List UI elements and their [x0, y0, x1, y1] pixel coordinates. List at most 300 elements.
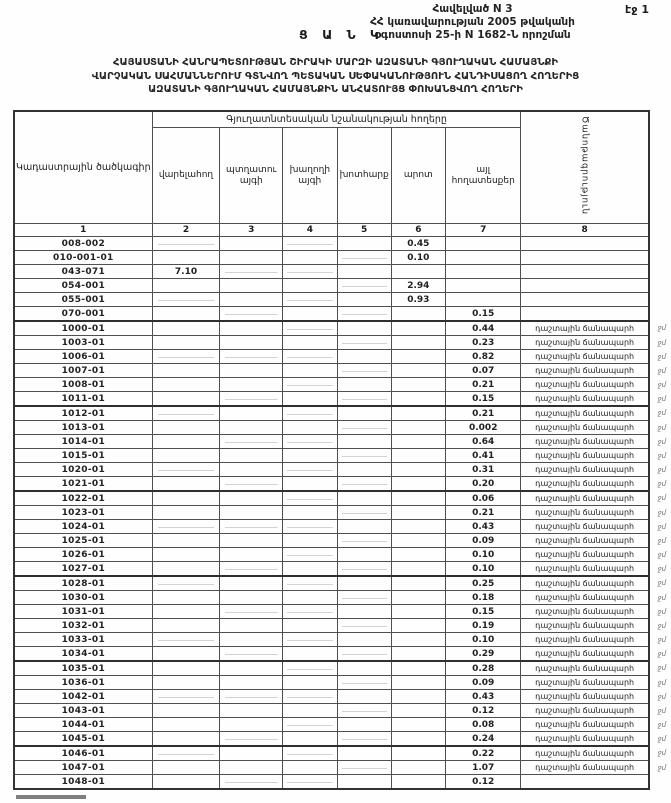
table-row: [14, 676, 671, 690]
cell-orchard: [220, 746, 283, 761]
cell-other-lands: 0.43: [445, 690, 521, 704]
cell-note: դաշտային ճանապարհ: [521, 647, 649, 662]
cell-pasture: [391, 647, 445, 662]
cell-other-lands: 0.19: [445, 619, 521, 633]
margin-mark: ջմ: [657, 734, 667, 743]
table-row: [14, 576, 671, 591]
column-number-7: 7: [445, 224, 521, 237]
margin-mark: ջմ: [657, 635, 667, 644]
cell-hayfield: [337, 605, 391, 619]
cell-arable: [152, 449, 220, 463]
table-row: [14, 435, 671, 449]
cell-vineyard: [283, 435, 338, 449]
table-row: [14, 421, 671, 435]
cell-other-lands: 0.41: [445, 449, 521, 463]
appendix-decree-line1: ՀՀ կառավարության 2005 թվականի: [370, 16, 575, 28]
cell-vineyard: [283, 534, 338, 548]
margin-mark: ջմ: [657, 479, 667, 488]
cell-cadastral-code: 1007-01: [14, 364, 152, 378]
column-group-header-agricultural-lands: Գյուղատնտեսական նշանակության հողերը: [152, 111, 521, 128]
cell-hayfield: [337, 732, 391, 747]
cell-pasture: [391, 576, 445, 591]
cell-arable: [152, 676, 220, 690]
cell-arable: [152, 548, 220, 562]
cell-cadastral-code: 1020-01: [14, 463, 152, 477]
table-row: [14, 548, 671, 562]
cell-other-lands: 0.23: [445, 336, 521, 350]
table-row: [14, 477, 671, 492]
cell-orchard: [220, 690, 283, 704]
cell-vineyard: [283, 279, 338, 293]
cell-cadastral-code: 1023-01: [14, 506, 152, 520]
cell-arable: [152, 647, 220, 662]
table-row: [14, 279, 671, 293]
cell-pasture: [391, 421, 445, 435]
cell-cadastral-code: 070-001: [14, 307, 152, 322]
margin-mark: ջմ: [657, 536, 667, 545]
cell-vineyard: [283, 548, 338, 562]
cell-vineyard: [283, 647, 338, 662]
cell-orchard: [220, 406, 283, 421]
cell-other-lands: 0.18: [445, 591, 521, 605]
cell-cadastral-code: 1014-01: [14, 435, 152, 449]
title-line-1: ՀԱՅԱՍՏԱՆԻ ՀԱՆՐԱՊԵՏՈՒԹՅԱՆ ՇԻՐԱԿԻ ՄԱՐԶԻ ԱԶԱՏԱՆԻ ԳՅՈՒՂԱԿԱՆ ՀԱՄԱՅՆՔԻ: [112, 57, 559, 68]
cell-vineyard: [283, 449, 338, 463]
cell-note: դաշտային ճանապարհ: [521, 761, 649, 775]
cell-orchard: [220, 364, 283, 378]
cell-pasture: [391, 506, 445, 520]
column-header-arable: վարելահող: [152, 128, 220, 224]
cell-other-lands: 0.20: [445, 477, 521, 492]
cell-hayfield: [337, 534, 391, 548]
column-header-vineyard: խաղողի այգի: [283, 128, 338, 224]
cell-arable: [152, 605, 220, 619]
table-row: [14, 506, 671, 520]
cell-orchard: [220, 704, 283, 718]
cell-vineyard: [283, 761, 338, 775]
cell-orchard: [220, 378, 283, 392]
cell-arable: [152, 378, 220, 392]
column-number-8: 8: [521, 224, 649, 237]
cell-note: [521, 775, 649, 790]
cell-other-lands: 0.06: [445, 491, 521, 506]
margin-mark: ջմ: [657, 763, 667, 772]
cell-note: [521, 279, 649, 293]
cell-arable: [152, 477, 220, 492]
cell-orchard: [220, 506, 283, 520]
cell-cadastral-code: 1045-01: [14, 732, 152, 747]
cell-note: դաշտային ճանապարհ: [521, 463, 649, 477]
cell-other-lands: 0.21: [445, 378, 521, 392]
cell-orchard: [220, 676, 283, 690]
cell-pasture: [391, 633, 445, 647]
cell-hayfield: [337, 506, 391, 520]
cell-cadastral-code: 008-002: [14, 237, 152, 251]
table-row: [14, 392, 671, 407]
cell-other-lands: 0.15: [445, 307, 521, 322]
cell-note: [521, 307, 649, 322]
cell-other-lands: 0.24: [445, 732, 521, 747]
table-row: [14, 378, 671, 392]
cell-hayfield: [337, 576, 391, 591]
margin-mark: ջմ: [657, 621, 667, 630]
cell-pasture: 0.10: [391, 251, 445, 265]
cell-arable: [152, 690, 220, 704]
cell-orchard: [220, 435, 283, 449]
margin-mark: [649, 251, 671, 265]
cell-cadastral-code: 1008-01: [14, 378, 152, 392]
cell-note: դաշտային ճանապարհ: [521, 690, 649, 704]
cell-arable: [152, 619, 220, 633]
cell-vineyard: [283, 661, 338, 676]
cell-cadastral-code: 055-001: [14, 293, 152, 307]
cell-cadastral-code: 1033-01: [14, 633, 152, 647]
cell-orchard: [220, 237, 283, 251]
table-row: [14, 293, 671, 307]
cell-cadastral-code: 1046-01: [14, 746, 152, 761]
cell-note: դաշտային ճանապարհ: [521, 421, 649, 435]
cell-arable: [152, 491, 220, 506]
cell-vineyard: [283, 307, 338, 322]
title-line-2: ՎԱՐՉԱԿԱՆ ՍԱՀՄԱՆՆԵՐՈՒՄ ԳՏՆՎՈՂ ՊԵՏԱԿԱՆ ՍԵՓԱԿԱՆՈՒԹՅՈՒՆ ՀԱՆԴԻՍԱՑՈՂ ՀՈՂԵՐԻՑ: [91, 70, 580, 82]
cell-hayfield: [337, 591, 391, 605]
cell-pasture: 0.93: [391, 293, 445, 307]
cell-orchard: [220, 265, 283, 279]
cell-vineyard: [283, 251, 338, 265]
cell-hayfield: [337, 406, 391, 421]
cell-orchard: [220, 647, 283, 662]
cell-vineyard: [283, 676, 338, 690]
document-type-label: Ց Ա Ն Կ: [299, 27, 384, 42]
cell-vineyard: [283, 378, 338, 392]
cell-cadastral-code: 1047-01: [14, 761, 152, 775]
cell-hayfield: [337, 477, 391, 492]
cell-note: դաշտային ճանապարհ: [521, 562, 649, 577]
table-row: [14, 647, 671, 662]
cell-hayfield: [337, 775, 391, 790]
cell-pasture: [391, 690, 445, 704]
cell-orchard: [220, 449, 283, 463]
cell-other-lands: 0.22: [445, 746, 521, 761]
column-number-5: 5: [337, 224, 391, 237]
cell-vineyard: [283, 633, 338, 647]
cell-cadastral-code: 1044-01: [14, 718, 152, 732]
margin-mark: ջմ: [657, 706, 667, 715]
cell-pasture: [391, 548, 445, 562]
table-row: [14, 350, 671, 364]
cell-orchard: [220, 463, 283, 477]
cell-note: դաշտային ճանապարհ: [521, 477, 649, 492]
table-row: [14, 364, 671, 378]
cell-arable: [152, 307, 220, 322]
cell-note: դաշտային ճանապարհ: [521, 491, 649, 506]
cell-hayfield: [337, 293, 391, 307]
cell-note: [521, 251, 649, 265]
cell-other-lands: 0.28: [445, 661, 521, 676]
margin-mark: ջմ: [657, 749, 667, 758]
table-row: [14, 661, 671, 676]
cell-other-lands: 0.09: [445, 534, 521, 548]
cell-note: դաշտային ճանապարհ: [521, 746, 649, 761]
cell-arable: [152, 321, 220, 336]
cell-cadastral-code: 1015-01: [14, 449, 152, 463]
cell-note: դաշտային ճանապարհ: [521, 435, 649, 449]
table-row: [14, 534, 671, 548]
margin-mark: [649, 775, 671, 790]
cell-pasture: [391, 761, 445, 775]
margin-column-spacer: [649, 111, 671, 237]
cell-other-lands: 0.15: [445, 605, 521, 619]
title-line-3: ԱԶԱՏԱՆԻ ԳՅՈՒՂԱԿԱՆ ՀԱՄԱՅՆՔԻՆ ԱՆՀԱՏՈՒՅՑ ՓՈԽԱՆՑՎՈՂ ՀՈՂԵՐԻ: [148, 84, 523, 95]
cell-note: դաշտային ճանապարհ: [521, 676, 649, 690]
cell-other-lands: 0.64: [445, 435, 521, 449]
cell-arable: [152, 279, 220, 293]
cell-pasture: [391, 704, 445, 718]
margin-mark: ջմ: [657, 522, 667, 531]
cell-pasture: [391, 449, 445, 463]
table-row: [14, 321, 671, 336]
cell-cadastral-code: 1030-01: [14, 591, 152, 605]
cell-pasture: [391, 746, 445, 761]
cell-vineyard: [283, 775, 338, 790]
table-row: [14, 251, 671, 265]
cell-note: դաշտային ճանապարհ: [521, 520, 649, 534]
table-body: [14, 237, 671, 790]
cell-cadastral-code: 1012-01: [14, 406, 152, 421]
cell-pasture: [391, 392, 445, 407]
margin-mark: ջմ: [657, 352, 667, 361]
cell-other-lands: 0.25: [445, 576, 521, 591]
cell-vineyard: [283, 350, 338, 364]
cell-orchard: [220, 321, 283, 336]
margin-mark: ջմ: [657, 649, 667, 658]
table-row: [14, 605, 671, 619]
table-row: [14, 591, 671, 605]
cell-vineyard: [283, 237, 338, 251]
cell-pasture: [391, 661, 445, 676]
table-row: [14, 633, 671, 647]
cell-vineyard: [283, 520, 338, 534]
cell-other-lands: [445, 279, 521, 293]
cell-arable: [152, 364, 220, 378]
cell-pasture: 2.94: [391, 279, 445, 293]
margin-mark: ջմ: [657, 664, 667, 673]
cell-other-lands: 0.21: [445, 506, 521, 520]
cell-vineyard: [283, 321, 338, 336]
column-number-6: 6: [391, 224, 445, 237]
cell-arable: [152, 732, 220, 747]
cell-arable: [152, 435, 220, 449]
table-row: [14, 449, 671, 463]
cell-note: դաշտային ճանապարհ: [521, 336, 649, 350]
cell-pasture: [391, 406, 445, 421]
margin-mark: ջմ: [657, 593, 667, 602]
cell-other-lands: 0.15: [445, 392, 521, 407]
cell-pasture: [391, 562, 445, 577]
cell-arable: [152, 534, 220, 548]
cell-hayfield: [337, 463, 391, 477]
cell-orchard: [220, 279, 283, 293]
cell-arable: [152, 463, 220, 477]
cell-arable: [152, 336, 220, 350]
appendix-number: Հավելված N 3: [432, 3, 513, 15]
cell-pasture: [391, 619, 445, 633]
cell-hayfield: [337, 350, 391, 364]
cell-note: դաշտային ճանապարհ: [521, 605, 649, 619]
cell-other-lands: 0.12: [445, 704, 521, 718]
cell-cadastral-code: 1043-01: [14, 704, 152, 718]
table-row: [14, 775, 671, 790]
cell-cadastral-code: 043-071: [14, 265, 152, 279]
scan-artifact: [16, 795, 86, 799]
cell-hayfield: [337, 237, 391, 251]
cell-orchard: [220, 307, 283, 322]
cell-pasture: [391, 321, 445, 336]
cell-arable: [152, 704, 220, 718]
margin-mark: ջմ: [657, 579, 667, 588]
cell-arable: [152, 562, 220, 577]
cell-pasture: [391, 520, 445, 534]
cell-note: դաշտային ճանապարհ: [521, 548, 649, 562]
cell-cadastral-code: 1021-01: [14, 477, 152, 492]
cell-vineyard: [283, 591, 338, 605]
cell-hayfield: [337, 562, 391, 577]
cell-arable: 7.10: [152, 265, 220, 279]
cell-other-lands: [445, 265, 521, 279]
cell-vineyard: [283, 562, 338, 577]
table-row: [14, 690, 671, 704]
cell-vineyard: [283, 746, 338, 761]
cell-cadastral-code: 054-001: [14, 279, 152, 293]
cell-note: [521, 237, 649, 251]
cell-note: դաշտային ճանապարհ: [521, 449, 649, 463]
cell-cadastral-code: 1042-01: [14, 690, 152, 704]
cell-vineyard: [283, 421, 338, 435]
cell-pasture: [391, 775, 445, 790]
cell-cadastral-code: 1025-01: [14, 534, 152, 548]
cell-other-lands: 0.29: [445, 647, 521, 662]
table-row: [14, 463, 671, 477]
cell-cadastral-code: 1027-01: [14, 562, 152, 577]
cell-orchard: [220, 350, 283, 364]
cell-orchard: [220, 619, 283, 633]
cell-arable: [152, 520, 220, 534]
cell-hayfield: [337, 421, 391, 435]
cell-hayfield: [337, 647, 391, 662]
cell-orchard: [220, 633, 283, 647]
cell-pasture: 0.45: [391, 237, 445, 251]
cell-hayfield: [337, 746, 391, 761]
cell-arable: [152, 761, 220, 775]
margin-mark: [649, 307, 671, 322]
cell-other-lands: [445, 237, 521, 251]
cell-vineyard: [283, 506, 338, 520]
cell-other-lands: 0.09: [445, 676, 521, 690]
cell-cadastral-code: 1022-01: [14, 491, 152, 506]
cell-vineyard: [283, 704, 338, 718]
cell-note: դաշտային ճանապարհ: [521, 732, 649, 747]
cell-pasture: [391, 718, 445, 732]
margin-mark: [649, 293, 671, 307]
cell-arable: [152, 661, 220, 676]
margin-mark: ջմ: [657, 409, 667, 418]
cell-hayfield: [337, 449, 391, 463]
margin-mark: ջմ: [657, 423, 667, 432]
cell-arable: [152, 746, 220, 761]
cell-hayfield: [337, 435, 391, 449]
cell-note: դաշտային ճանապարհ: [521, 321, 649, 336]
margin-mark: ջմ: [657, 366, 667, 375]
table-row: [14, 406, 671, 421]
cell-orchard: [220, 562, 283, 577]
cell-hayfield: [337, 265, 391, 279]
cell-note: [521, 265, 649, 279]
cell-arable: [152, 591, 220, 605]
cell-arable: [152, 237, 220, 251]
cell-other-lands: 0.44: [445, 321, 521, 336]
column-number-1: 1: [14, 224, 152, 237]
cell-cadastral-code: 1034-01: [14, 647, 152, 662]
margin-mark: ջմ: [657, 564, 667, 573]
cell-pasture: [391, 676, 445, 690]
cell-note: դաշտային ճանապարհ: [521, 576, 649, 591]
cell-orchard: [220, 336, 283, 350]
cell-pasture: [391, 605, 445, 619]
cell-note: դաշտային ճանապարհ: [521, 718, 649, 732]
cell-hayfield: [337, 364, 391, 378]
cell-vineyard: [283, 364, 338, 378]
column-header-pasture: արոտ: [391, 128, 445, 224]
table-row: [14, 732, 671, 747]
cell-orchard: [220, 421, 283, 435]
cell-vineyard: [283, 463, 338, 477]
column-header-note: [521, 111, 649, 224]
margin-mark: ջմ: [657, 692, 667, 701]
cell-pasture: [391, 307, 445, 322]
cell-other-lands: 0.82: [445, 350, 521, 364]
margin-mark: [649, 265, 671, 279]
cell-orchard: [220, 491, 283, 506]
cell-orchard: [220, 775, 283, 790]
land-parcels-table: [13, 110, 671, 790]
margin-mark: ջմ: [657, 494, 667, 503]
column-number-4: 4: [283, 224, 338, 237]
cell-note: դաշտային ճանապարհ: [521, 633, 649, 647]
cell-note: դաշտային ճանապարհ: [521, 506, 649, 520]
cell-cadastral-code: 1048-01: [14, 775, 152, 790]
cell-vineyard: [283, 491, 338, 506]
cell-note: դաշտային ճանապարհ: [521, 704, 649, 718]
cell-orchard: [220, 605, 283, 619]
cell-pasture: [391, 534, 445, 548]
cell-orchard: [220, 392, 283, 407]
margin-mark: ջմ: [657, 550, 667, 559]
cell-arable: [152, 506, 220, 520]
cell-vineyard: [283, 392, 338, 407]
cell-orchard: [220, 591, 283, 605]
cell-other-lands: 0.002: [445, 421, 521, 435]
cell-arable: [152, 576, 220, 591]
cell-hayfield: [337, 548, 391, 562]
cell-other-lands: [445, 293, 521, 307]
margin-mark: ջմ: [657, 508, 667, 517]
cell-other-lands: 0.10: [445, 562, 521, 577]
cell-arable: [152, 406, 220, 421]
cell-vineyard: [283, 576, 338, 591]
table-row: [14, 704, 671, 718]
table-header-row-numbers: [14, 224, 671, 237]
cell-other-lands: [445, 251, 521, 265]
